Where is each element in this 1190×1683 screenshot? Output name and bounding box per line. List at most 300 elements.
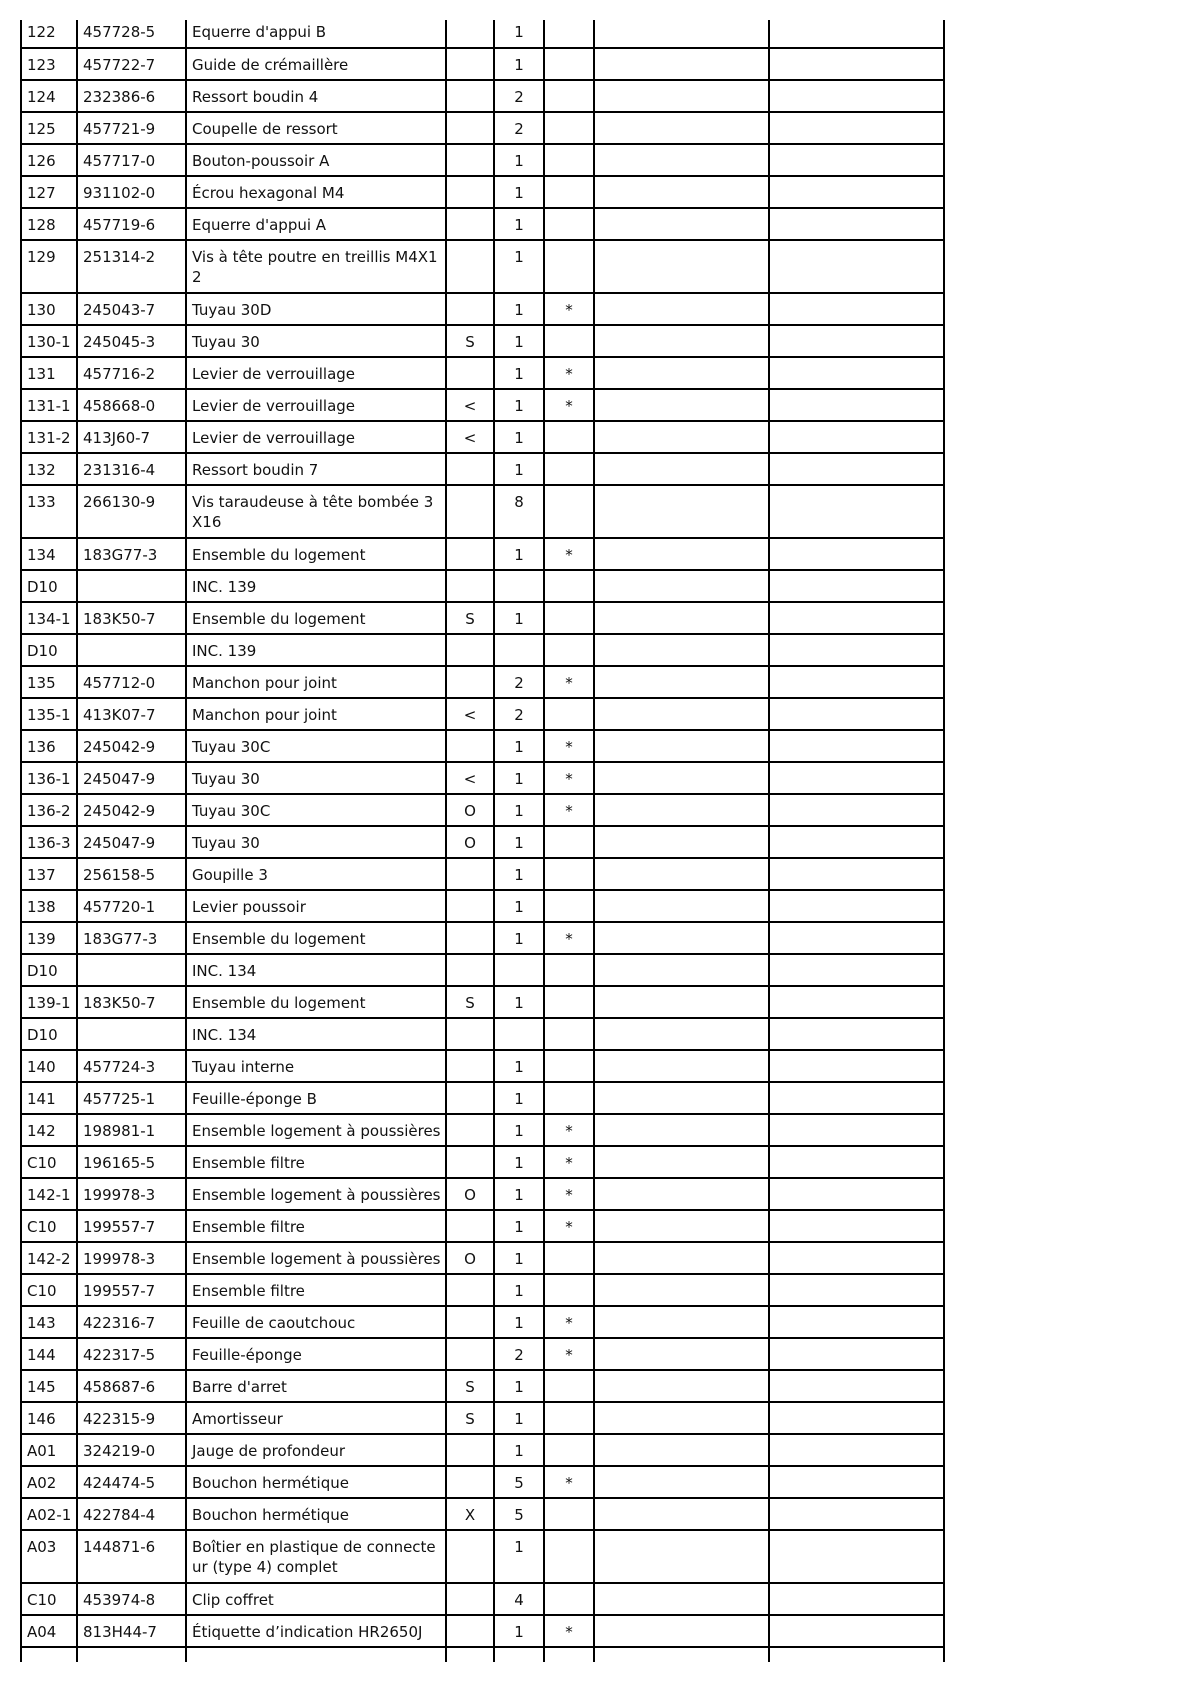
item-number-cell: 124 xyxy=(21,80,77,112)
item-number-cell: A04 xyxy=(21,1615,77,1647)
quantity-cell: 1 xyxy=(494,730,544,762)
empty-column-cell-b xyxy=(769,1178,944,1210)
quantity-cell: 5 xyxy=(494,1466,544,1498)
item-number-cell: 145 xyxy=(21,1370,77,1402)
marker-cell xyxy=(544,240,594,293)
empty-column-cell-b xyxy=(769,1242,944,1274)
marker-cell: * xyxy=(544,762,594,794)
empty-column-cell-a xyxy=(594,1274,769,1306)
empty-column-cell-a xyxy=(594,858,769,890)
marker-cell: * xyxy=(544,794,594,826)
description-cell: Feuille-éponge B xyxy=(186,1082,446,1114)
quantity-cell: 1 xyxy=(494,858,544,890)
note-code-cell: S xyxy=(446,986,494,1018)
item-number-cell: A01 xyxy=(21,1434,77,1466)
part-number-cell: 457717-0 xyxy=(77,144,186,176)
table-row xyxy=(21,1018,944,1050)
item-number-cell: A03 xyxy=(21,1530,77,1583)
quantity-cell: 1 xyxy=(494,538,544,570)
description-cell: Feuille-éponge xyxy=(186,1338,446,1370)
note-code-cell xyxy=(446,666,494,698)
empty-column-cell-a xyxy=(594,240,769,293)
description-cell: Ensemble logement à poussières xyxy=(186,1114,446,1146)
quantity-cell: 1 xyxy=(494,1434,544,1466)
empty-column-cell-b xyxy=(769,208,944,240)
marker-cell: * xyxy=(544,1178,594,1210)
quantity-cell: 1 xyxy=(494,1530,544,1583)
marker-cell: * xyxy=(544,730,594,762)
empty-column-cell-b xyxy=(769,1615,944,1647)
marker-cell: * xyxy=(544,293,594,325)
note-code-cell xyxy=(446,1114,494,1146)
part-number-cell: 453974-8 xyxy=(77,1583,186,1615)
quantity-cell: 2 xyxy=(494,698,544,730)
empty-column-cell-a xyxy=(594,1583,769,1615)
empty-column-cell-b xyxy=(769,1210,944,1242)
description-cell: Ensemble du logement xyxy=(186,986,446,1018)
item-number-cell: 139 xyxy=(21,922,77,954)
description-cell: Levier de verrouillage xyxy=(186,389,446,421)
empty-column-cell-b xyxy=(769,1082,944,1114)
empty-column-cell-a xyxy=(594,730,769,762)
quantity-cell: 1 xyxy=(494,176,544,208)
marker-cell: * xyxy=(544,1114,594,1146)
description-cell: Amortisseur xyxy=(186,1402,446,1434)
quantity-cell: 1 xyxy=(494,1146,544,1178)
description-cell: Tuyau 30C xyxy=(186,730,446,762)
item-number-cell: A02-1 xyxy=(21,1498,77,1530)
quantity-cell: 1 xyxy=(494,890,544,922)
table-row xyxy=(21,794,944,826)
marker-cell xyxy=(544,176,594,208)
item-number-cell: 127 xyxy=(21,176,77,208)
marker-cell xyxy=(544,1082,594,1114)
empty-column-cell-b xyxy=(769,1050,944,1082)
empty-column-cell-a xyxy=(594,144,769,176)
table-row xyxy=(21,666,944,698)
empty-column-cell-b xyxy=(769,112,944,144)
item-number-cell: 131-1 xyxy=(21,389,77,421)
item-number-cell: D10 xyxy=(21,954,77,986)
note-code-cell xyxy=(446,954,494,986)
empty-column-cell-b xyxy=(769,176,944,208)
part-number-cell: 457725-1 xyxy=(77,1082,186,1114)
empty-column-cell-b xyxy=(769,1466,944,1498)
item-number-cell: 134-1 xyxy=(21,602,77,634)
marker-cell xyxy=(544,602,594,634)
note-code-cell: O xyxy=(446,794,494,826)
marker-cell xyxy=(544,144,594,176)
empty-column-cell-b xyxy=(769,698,944,730)
table-row xyxy=(21,1498,944,1530)
part-number-cell: 183G77-3 xyxy=(77,922,186,954)
empty-column-cell-a xyxy=(594,1114,769,1146)
item-number-cell: 142-2 xyxy=(21,1242,77,1274)
note-code-cell xyxy=(446,538,494,570)
empty-column-cell-b xyxy=(769,1338,944,1370)
description-cell: Levier de verrouillage xyxy=(186,357,446,389)
note-code-cell xyxy=(446,48,494,80)
quantity-cell xyxy=(494,570,544,602)
part-number-cell: 232386-6 xyxy=(77,80,186,112)
empty-column-cell-a xyxy=(594,421,769,453)
item-number-cell: 122 xyxy=(21,20,77,48)
item-number-cell: 129 xyxy=(21,240,77,293)
part-number-cell: 245047-9 xyxy=(77,826,186,858)
quantity-cell: 1 xyxy=(494,986,544,1018)
part-number-cell: 424474-5 xyxy=(77,1466,186,1498)
item-number-cell: C10 xyxy=(21,1274,77,1306)
table-row xyxy=(21,1583,944,1615)
quantity-cell: 1 xyxy=(494,1370,544,1402)
parts-table-body xyxy=(21,20,944,1662)
marker-cell xyxy=(544,986,594,1018)
empty-column-cell-b xyxy=(769,80,944,112)
table-row xyxy=(21,762,944,794)
quantity-cell: 1 xyxy=(494,1178,544,1210)
part-number-cell: 457724-3 xyxy=(77,1050,186,1082)
note-code-cell xyxy=(446,1434,494,1466)
quantity-cell: 2 xyxy=(494,112,544,144)
marker-cell xyxy=(544,698,594,730)
empty-column-cell-b xyxy=(769,421,944,453)
empty-column-cell-a xyxy=(594,826,769,858)
description-cell: Écrou hexagonal M4 xyxy=(186,176,446,208)
empty-column-cell-a xyxy=(594,485,769,538)
part-number-cell: 457716-2 xyxy=(77,357,186,389)
part-number-cell: 251314-2 xyxy=(77,240,186,293)
item-number-cell: 138 xyxy=(21,890,77,922)
marker-cell xyxy=(544,570,594,602)
table-row xyxy=(21,986,944,1018)
empty-column-cell-a xyxy=(594,538,769,570)
part-number-cell: 457720-1 xyxy=(77,890,186,922)
empty-column-cell-a xyxy=(594,666,769,698)
empty-column-cell-b xyxy=(769,986,944,1018)
quantity-cell: 4 xyxy=(494,1583,544,1615)
empty-column-cell-a xyxy=(594,986,769,1018)
empty-column-cell-a xyxy=(594,176,769,208)
quantity-cell: 1 xyxy=(494,826,544,858)
quantity-cell: 1 xyxy=(494,1082,544,1114)
note-code-cell: O xyxy=(446,1242,494,1274)
marker-cell xyxy=(544,453,594,485)
note-code-cell: O xyxy=(446,826,494,858)
quantity-cell: 2 xyxy=(494,80,544,112)
item-number-cell: 123 xyxy=(21,48,77,80)
continuation-cell xyxy=(594,1647,769,1662)
part-number-cell: 183K50-7 xyxy=(77,602,186,634)
description-cell: Boîtier en plastique de connecteur (type 4) complet xyxy=(186,1530,446,1583)
table-row xyxy=(21,1434,944,1466)
description-cell: Tuyau 30 xyxy=(186,826,446,858)
table-row xyxy=(21,1210,944,1242)
item-number-cell: C10 xyxy=(21,1210,77,1242)
continuation-row xyxy=(21,1647,944,1662)
empty-column-cell-b xyxy=(769,20,944,48)
table-row xyxy=(21,634,944,666)
description-cell: Ressort boudin 7 xyxy=(186,453,446,485)
marker-cell xyxy=(544,634,594,666)
empty-column-cell-a xyxy=(594,602,769,634)
note-code-cell xyxy=(446,20,494,48)
marker-cell xyxy=(544,1530,594,1583)
note-code-cell xyxy=(446,1306,494,1338)
part-number-cell: 266130-9 xyxy=(77,485,186,538)
marker-cell xyxy=(544,1370,594,1402)
item-number-cell: A02 xyxy=(21,1466,77,1498)
marker-cell: * xyxy=(544,1615,594,1647)
empty-column-cell-a xyxy=(594,1146,769,1178)
empty-column-cell-a xyxy=(594,453,769,485)
table-row xyxy=(21,80,944,112)
marker-cell xyxy=(544,826,594,858)
note-code-cell: S xyxy=(446,602,494,634)
empty-column-cell-a xyxy=(594,698,769,730)
table-row xyxy=(21,240,944,293)
part-number-cell: 144871-6 xyxy=(77,1530,186,1583)
note-code-cell: < xyxy=(446,421,494,453)
item-number-cell: 141 xyxy=(21,1082,77,1114)
part-number-cell: 245047-9 xyxy=(77,762,186,794)
description-cell: Tuyau 30 xyxy=(186,762,446,794)
part-number-cell: 183K50-7 xyxy=(77,986,186,1018)
description-cell: Bouchon hermétique xyxy=(186,1498,446,1530)
part-number-cell: 245043-7 xyxy=(77,293,186,325)
marker-cell: * xyxy=(544,1146,594,1178)
empty-column-cell-a xyxy=(594,389,769,421)
empty-column-cell-b xyxy=(769,1114,944,1146)
table-row xyxy=(21,1082,944,1114)
empty-column-cell-a xyxy=(594,1178,769,1210)
quantity-cell xyxy=(494,954,544,986)
note-code-cell xyxy=(446,112,494,144)
empty-column-cell-a xyxy=(594,890,769,922)
table-row xyxy=(21,1114,944,1146)
part-number-cell: 183G77-3 xyxy=(77,538,186,570)
quantity-cell: 1 xyxy=(494,1274,544,1306)
quantity-cell: 1 xyxy=(494,208,544,240)
part-number-cell: 199978-3 xyxy=(77,1242,186,1274)
table-row xyxy=(21,1466,944,1498)
marker-cell: * xyxy=(544,666,594,698)
empty-column-cell-b xyxy=(769,538,944,570)
part-number-cell: 245045-3 xyxy=(77,325,186,357)
empty-column-cell-a xyxy=(594,1530,769,1583)
marker-cell xyxy=(544,1434,594,1466)
description-cell: Levier poussoir xyxy=(186,890,446,922)
item-number-cell: 130-1 xyxy=(21,325,77,357)
empty-column-cell-b xyxy=(769,1146,944,1178)
marker-cell: * xyxy=(544,389,594,421)
part-number-cell: 199557-7 xyxy=(77,1210,186,1242)
quantity-cell: 5 xyxy=(494,1498,544,1530)
description-cell: Ensemble du logement xyxy=(186,538,446,570)
description-cell: Ensemble du logement xyxy=(186,602,446,634)
continuation-cell xyxy=(77,1647,186,1662)
note-code-cell: O xyxy=(446,1178,494,1210)
part-number-cell: 196165-5 xyxy=(77,1146,186,1178)
quantity-cell: 1 xyxy=(494,1114,544,1146)
continuation-cell xyxy=(21,1647,77,1662)
item-number-cell: 133 xyxy=(21,485,77,538)
part-number-cell: 813H44-7 xyxy=(77,1615,186,1647)
item-number-cell: 135-1 xyxy=(21,698,77,730)
table-row xyxy=(21,20,944,48)
marker-cell xyxy=(544,421,594,453)
table-row xyxy=(21,602,944,634)
note-code-cell: < xyxy=(446,698,494,730)
empty-column-cell-b xyxy=(769,293,944,325)
empty-column-cell-b xyxy=(769,357,944,389)
table-row xyxy=(21,1274,944,1306)
quantity-cell: 1 xyxy=(494,453,544,485)
part-number-cell: 413J60-7 xyxy=(77,421,186,453)
description-cell: INC. 139 xyxy=(186,634,446,666)
marker-cell xyxy=(544,48,594,80)
quantity-cell: 1 xyxy=(494,240,544,293)
continuation-cell xyxy=(494,1647,544,1662)
table-row xyxy=(21,1306,944,1338)
empty-column-cell-b xyxy=(769,730,944,762)
part-number-cell: 931102-0 xyxy=(77,176,186,208)
continuation-cell xyxy=(769,1647,944,1662)
empty-column-cell-a xyxy=(594,1082,769,1114)
item-number-cell: 136-2 xyxy=(21,794,77,826)
description-cell: Vis à tête poutre en treillis M4X12 xyxy=(186,240,446,293)
empty-column-cell-b xyxy=(769,826,944,858)
empty-column-cell-a xyxy=(594,1370,769,1402)
part-number-cell: 422316-7 xyxy=(77,1306,186,1338)
table-row xyxy=(21,698,944,730)
item-number-cell: 126 xyxy=(21,144,77,176)
empty-column-cell-b xyxy=(769,1530,944,1583)
empty-column-cell-b xyxy=(769,954,944,986)
description-cell: Ensemble logement à poussières xyxy=(186,1178,446,1210)
note-code-cell xyxy=(446,1082,494,1114)
quantity-cell: 1 xyxy=(494,293,544,325)
marker-cell xyxy=(544,858,594,890)
quantity-cell: 1 xyxy=(494,421,544,453)
note-code-cell xyxy=(446,1615,494,1647)
part-number-cell xyxy=(77,1018,186,1050)
marker-cell: * xyxy=(544,922,594,954)
table-row xyxy=(21,730,944,762)
note-code-cell: S xyxy=(446,1370,494,1402)
description-cell: Ensemble du logement xyxy=(186,922,446,954)
description-cell: Bouton-poussoir A xyxy=(186,144,446,176)
quantity-cell: 1 xyxy=(494,1306,544,1338)
item-number-cell: 144 xyxy=(21,1338,77,1370)
part-number-cell: 457728-5 xyxy=(77,20,186,48)
marker-cell xyxy=(544,1402,594,1434)
item-number-cell: C10 xyxy=(21,1146,77,1178)
description-cell: Equerre d'appui B xyxy=(186,20,446,48)
description-cell: Manchon pour joint xyxy=(186,666,446,698)
parts-table xyxy=(20,20,945,1662)
item-number-cell: 131-2 xyxy=(21,421,77,453)
table-row xyxy=(21,1402,944,1434)
empty-column-cell-a xyxy=(594,293,769,325)
empty-column-cell-b xyxy=(769,570,944,602)
marker-cell: * xyxy=(544,1338,594,1370)
table-row xyxy=(21,890,944,922)
empty-column-cell-b xyxy=(769,762,944,794)
empty-column-cell-a xyxy=(594,762,769,794)
note-code-cell xyxy=(446,922,494,954)
note-code-cell: < xyxy=(446,762,494,794)
part-number-cell: 458687-6 xyxy=(77,1370,186,1402)
table-row xyxy=(21,1615,944,1647)
marker-cell xyxy=(544,1583,594,1615)
description-cell: Coupelle de ressort xyxy=(186,112,446,144)
quantity-cell: 2 xyxy=(494,666,544,698)
table-row xyxy=(21,1242,944,1274)
empty-column-cell-b xyxy=(769,794,944,826)
empty-column-cell-b xyxy=(769,1434,944,1466)
note-code-cell: S xyxy=(446,1402,494,1434)
empty-column-cell-a xyxy=(594,1050,769,1082)
empty-column-cell-b xyxy=(769,858,944,890)
quantity-cell: 1 xyxy=(494,1615,544,1647)
item-number-cell: 131 xyxy=(21,357,77,389)
marker-cell: * xyxy=(544,1466,594,1498)
description-cell: INC. 134 xyxy=(186,1018,446,1050)
table-row xyxy=(21,48,944,80)
marker-cell: * xyxy=(544,1210,594,1242)
empty-column-cell-a xyxy=(594,20,769,48)
item-number-cell: 146 xyxy=(21,1402,77,1434)
description-cell: Ensemble filtre xyxy=(186,1274,446,1306)
part-number-cell: 457719-6 xyxy=(77,208,186,240)
item-number-cell: 142 xyxy=(21,1114,77,1146)
part-number-cell: 245042-9 xyxy=(77,730,186,762)
item-number-cell: C10 xyxy=(21,1583,77,1615)
item-number-cell: 140 xyxy=(21,1050,77,1082)
item-number-cell: D10 xyxy=(21,1018,77,1050)
quantity-cell: 1 xyxy=(494,762,544,794)
empty-column-cell-a xyxy=(594,1338,769,1370)
note-code-cell: X xyxy=(446,1498,494,1530)
item-number-cell: 136 xyxy=(21,730,77,762)
marker-cell xyxy=(544,20,594,48)
part-number-cell: 458668-0 xyxy=(77,389,186,421)
table-row xyxy=(21,1338,944,1370)
part-number-cell: 457712-0 xyxy=(77,666,186,698)
item-number-cell: 142-1 xyxy=(21,1178,77,1210)
empty-column-cell-b xyxy=(769,1583,944,1615)
quantity-cell: 8 xyxy=(494,485,544,538)
empty-column-cell-b xyxy=(769,485,944,538)
quantity-cell: 1 xyxy=(494,1242,544,1274)
note-code-cell xyxy=(446,208,494,240)
part-number-cell xyxy=(77,954,186,986)
quantity-cell: 1 xyxy=(494,1210,544,1242)
empty-column-cell-b xyxy=(769,1402,944,1434)
empty-column-cell-a xyxy=(594,1498,769,1530)
empty-column-cell-b xyxy=(769,666,944,698)
description-cell: Levier de verrouillage xyxy=(186,421,446,453)
empty-column-cell-b xyxy=(769,890,944,922)
part-number-cell: 199978-3 xyxy=(77,1178,186,1210)
description-cell: Étiquette d’indication HR2650J xyxy=(186,1615,446,1647)
empty-column-cell-a xyxy=(594,1210,769,1242)
empty-column-cell-b xyxy=(769,48,944,80)
empty-column-cell-a xyxy=(594,357,769,389)
marker-cell: * xyxy=(544,538,594,570)
empty-column-cell-a xyxy=(594,1466,769,1498)
note-code-cell xyxy=(446,634,494,666)
